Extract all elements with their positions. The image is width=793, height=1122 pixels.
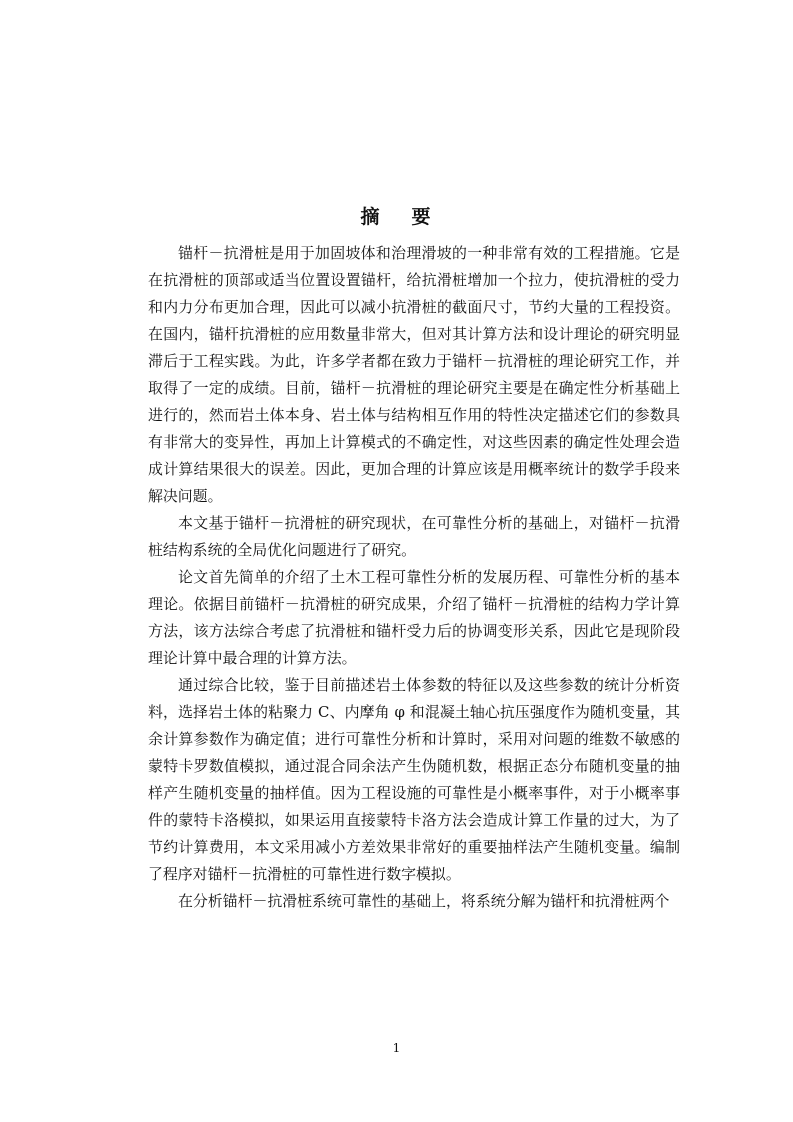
text-line: 桩结构系统的全局优化问题进行了研究。 [148, 541, 417, 559]
text-line: 在国内，锚杆抗滑桩的应用数量非常大，但对其计算方法和设计理论的研究明显 [148, 325, 680, 343]
text-line: 本文基于锚杆－抗滑桩的研究现状，在可靠性分析的基础上，对锚杆－抗滑 [178, 514, 680, 532]
abstract-body [118, 240, 680, 915]
text-line: 节约计算费用，本文采用减小方差效果非常好的重要抽样法产生随机变量。编制 [148, 838, 680, 856]
text-line: 在分析锚杆－抗滑桩系统可靠性的基础上，将系统分解为锚杆和抗滑桩两个 [178, 892, 670, 910]
paragraph [118, 672, 680, 888]
paragraph [118, 564, 680, 672]
abstract-title [0, 202, 793, 232]
text-line: 有非常大的变异性，再加上计算模式的不确定性，对这些因素的确定性处理会造 [148, 433, 680, 451]
text-line: 滞后于工程实践。为此，许多学者都在致力于锚杆－抗滑桩的理论研究工作，并 [148, 352, 680, 370]
paragraph [118, 240, 680, 510]
text-line: 锚杆－抗滑桩是用于加固坡体和治理滑坡的一种非常有效的工程措施。它是 [178, 244, 680, 262]
page-number: 1 [392, 1041, 401, 1055]
text-line: 和内力分布更加合理，因此可以减小抗滑桩的截面尺寸，节约大量的工程投资。 [148, 298, 680, 316]
text-line: 方法，该方法综合考虑了抗滑桩和锚杆受力后的协调变形关系，因此它是现阶段 [148, 622, 680, 640]
text-line: 理论计算中最合理的计算方法。 [148, 649, 357, 667]
paragraph [118, 510, 680, 564]
paragraph [118, 888, 680, 915]
text-line: 蒙特卡罗数值模拟，通过混合同余法产生伪随机数，根据正态分布随机变量的抽 [148, 757, 680, 775]
text-line: 论文首先简单的介绍了土木工程可靠性分析的发展历程、可靠性分析的基本 [178, 568, 680, 586]
text-line: 理论。依据目前锚杆－抗滑桩的研究成果，介绍了锚杆－抗滑桩的结构力学计算 [148, 595, 680, 613]
text-line: 在抗滑桩的顶部或适当位置设置锚杆，给抗滑桩增加一个拉力，使抗滑桩的受力 [148, 271, 680, 289]
text-line: 余计算参数作为确定值；进行可靠性分析和计算时，采用对问题的维数不敏感的 [148, 730, 680, 748]
text-line: 样产生随机变量的抽样值。因为工程设施的可靠性是小概率事件，对于小概率事 [148, 784, 680, 802]
title-char-1: 摘 [360, 206, 382, 228]
text-line: 件的蒙特卡洛模拟，如果运用直接蒙特卡洛方法会造成计算工作量的过大，为了 [148, 811, 680, 829]
text-line: 取得了一定的成绩。目前，锚杆－抗滑桩的理论研究主要是在确定性分析基础上 [148, 379, 680, 397]
text-line: 通过综合比较，鉴于目前描述岩土体参数的特征以及这些参数的统计分析资 [178, 676, 680, 694]
text-line: 了程序对锚杆－抗滑桩的可靠性进行数字模拟。 [148, 865, 461, 883]
text-line: 成计算结果很大的误差。因此，更加合理的计算应该是用概率统计的数学手段来 [148, 460, 680, 478]
title-char-2: 要 [411, 206, 433, 228]
text-line: 料，选择岩土体的粘聚力 C、内摩角 φ 和混凝土轴心抗压强度作为随机变量，其 [148, 703, 680, 721]
text-line: 解决问题。 [148, 487, 223, 505]
text-line: 进行的，然而岩土体本身、岩土体与结构相互作用的特性决定描述它们的参数具 [148, 406, 680, 424]
